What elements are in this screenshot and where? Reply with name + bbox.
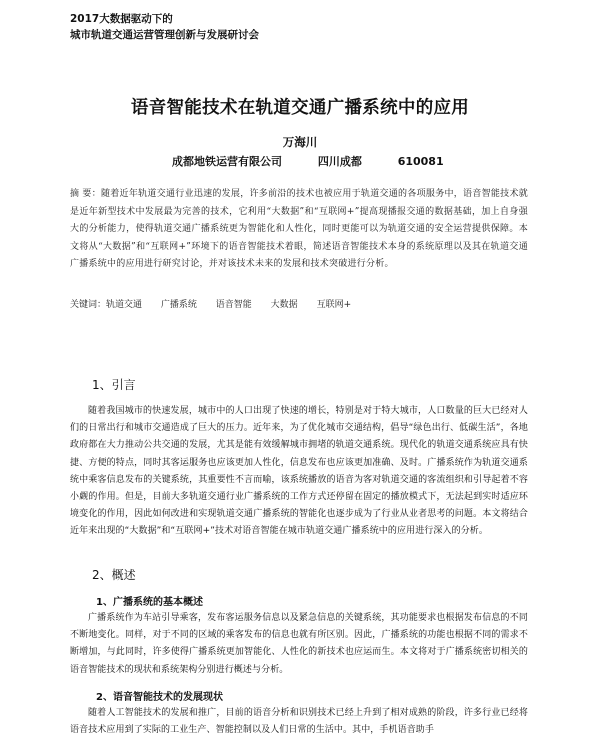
abstract: 摘 要：随着近年轨道交通行业迅速的发展，许多前沿的技术也被应用于轨道交通的各项服务中，语音智能技术就是近年新型技术中发展最为完善的技术，它利用“大数据”和“互联网+”提高现播报交通的数据基础，加上自身强大的分析能力，使得轨道交通广播系统更为智能化和人性化，同时更能可以为轨道交通的安全运营提供保障。本文将从“大数据”和“互联网+”环境下的语音智能技术着眼，简述语音智能技术本身的系统原理以及其在轨道交通广播系统中的应用进行研究讨论，并对该技术未来的发展和技术突破进行分析。 — [70, 189, 528, 269]
section-heading-introduction: 1、引言 — [92, 378, 136, 392]
keyword: 大数据 — [270, 300, 298, 310]
affiliation-org: 成都地铁运营有限公司 — [172, 155, 282, 168]
keyword: 广播系统 — [160, 300, 197, 310]
subsection-heading-broadcast-overview: 1、广播系统的基本概述 — [96, 597, 203, 608]
author-affiliation — [172, 153, 476, 169]
affiliation-postcode: 610081 — [397, 155, 444, 168]
affiliation-city: 四川成都 — [317, 155, 362, 168]
conference-header-line2: 城市轨道交通运营管理创新与发展研讨会 — [70, 29, 259, 41]
keyword: 关键词：轨道交通 — [70, 300, 143, 310]
section-heading-overview: 2、概述 — [92, 568, 136, 582]
keywords — [70, 297, 367, 310]
conference-header — [70, 11, 259, 43]
keyword: 语音智能 — [215, 300, 252, 310]
conference-header-line1: 2017大数据驱动下的 — [70, 13, 173, 25]
paper-title: 语音智能技术在轨道交通广播系统中的应用 — [130, 98, 470, 118]
voice-tech-status-paragraph: 随着人工智能技术的发展和推广，目前的语音分析和识别技术已经上升到了相对成熟的阶段，许多行业已经将语音技术应用到了实际的工业生产、智能控制以及人们日常的生活中。其中，手机语音助手 — [70, 708, 528, 736]
subsection-heading-voice-tech-status: 2、语音智能技术的发展现状 — [96, 692, 223, 703]
keyword: 互联网+ — [316, 300, 352, 310]
paper-author: 万海川 — [282, 135, 318, 149]
introduction-paragraph: 随着我国城市的快速发展，城市中的人口出现了快速的增长，特别是对于特大城市，人口数量的巨大已经对人们的日常出行和城市交通造成了巨大的压力。近年来，为了优化城市交通结构，倡导“绿色出行、低碳生活”，各地政府都在大力推动公共交通的发展，尤其是能有效缓解城市拥堵的轨道交通系统。现代化的轨道交通系统应具有快捷、方便的特点，同时其客运服务也应该更加人性化，信息发布也应该更加准确、及时。广播系统作为轨道交通系统中乘客信息发布的关键系统，其重要性不言而喻，该系统播放的语音为客对轨道交通的客流组织和引导起着不容小觑的作用。但是，目前大多轨道交通行业广播系统的工作方式还停留在固定的播放模式下，无法起到实时适应环境变化的作用，因此如何改进和实现轨道交通广播系统的智能化也逐步成为了行业从业者思考的问题。本文将结合近年来出现的“大数据”和“互联网+”技术对语音智能在城市轨道交通广播系统中的应用进行深入的分析。 — [70, 406, 528, 537]
broadcast-overview-paragraph: 广播系统作为车站引导乘客，发布客运服务信息以及紧急信息的关键系统，其功能要求也根据发布信息的不同不断地变化。同样，对于不同的区域的乘客发布的信息也就有所区别。因此，广播系统的功能也根据不同的需求不断增加，与此同时，许多使得广播系统更加智能化、人性化的新技术也应运而生。本文将对于广播系统密切相关的语音智能技术的现状和系统架构分别进行概述与分析。 — [70, 613, 528, 675]
